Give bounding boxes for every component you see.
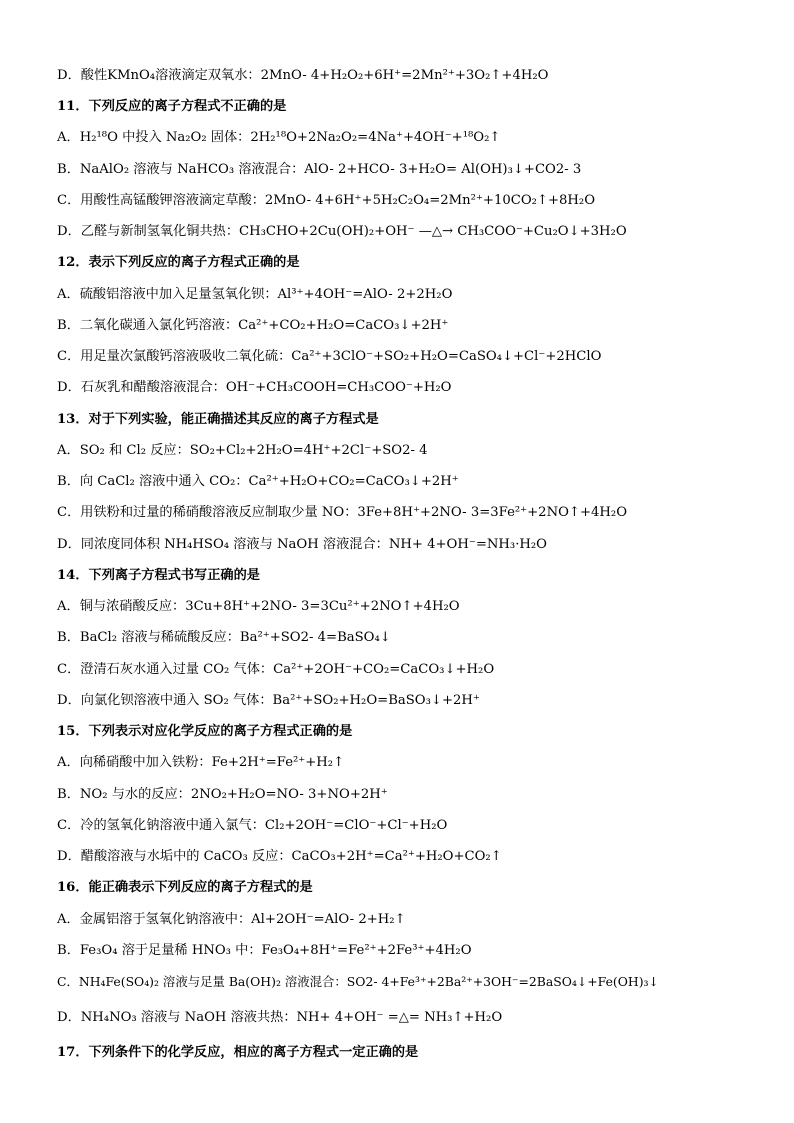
option-d-q10: D．酸性KMnO₄溶液滴定双氧水：2MnO- 4+H₂O₂+6H⁺=2Mn²⁺+3O₂↑+4H₂O [57,68,549,83]
option-c-q16: C．NH₄Fe(SO₄)₂ 溶液与足量 Ba(OH)₂ 溶液混合：SO2- 4+Fe³⁺+2Ba²⁺+3OH⁻=2BaSO₄↓+Fe(OH)₃↓ [57,974,659,989]
option-d-q16: D．NH₄NO₃ 溶液与 NaOH 溶液共热：NH+ 4+OH⁻ =△= NH₃↑+H₂O [57,1010,503,1025]
option-c-q12: C．用足量次氯酸钙溶液吸收二氧化硫：Ca²⁺+3ClO⁻+SO₂+H₂O=CaSO₄↓+Cl⁻+2HClO [57,349,602,364]
option-b-q14: B．BaCl₂ 溶液与稀硫酸反应：Ba²⁺+SO2- 4=BaSO₄↓ [57,630,391,645]
option-a-q11: A．H₂¹⁸O 中投入 Na₂O₂ 固体：2H₂¹⁸O+2Na₂O₂=4Na⁺+4OH⁻+¹⁸O₂↑ [57,130,501,145]
question-15: 15．下列表示对应化学反应的离子方程式正确的是 [57,724,353,739]
question-14: 14．下列离子方程式书写正确的是 [57,568,260,583]
option-d-q15: D．醋酸溶液与水垢中的 CaCO₃ 反应：CaCO₃+2H⁺=Ca²⁺+H₂O+CO₂↑ [57,849,502,864]
question-11: 11．下列反应的离子方程式不正确的是 [57,99,287,114]
option-d-q11: D．乙醛与新制氢氧化铜共热：CH₃CHO+2Cu(OH)₂+OH⁻ —△→ CH₃COO⁻+Cu₂O↓+3H₂O [57,224,627,239]
option-b-q11: B．NaAlO₂ 溶液与 NaHCO₃ 溶液混合：AlO- 2+HCO- 3+H₂O= Al(OH)₃↓+CO2- 3 [57,162,582,177]
question-13: 13．对于下列实验，能正确描述其反应的离子方程式是 [57,412,379,427]
option-d-q14: D．向氯化钡溶液中通入 SO₂ 气体：Ba²⁺+SO₂+H₂O=BaSO₃↓+2H⁺ [57,693,480,708]
option-a-q16: A．金属铝溶于氢氧化钠溶液中：Al+2OH⁻=AlO- 2+H₂↑ [57,912,406,927]
option-b-q16: B．Fe₃O₄ 溶于足量稀 HNO₃ 中：Fe₃O₄+8H⁺=Fe²⁺+2Fe³⁺+4H₂O [57,943,472,958]
option-a-q15: A．向稀硝酸中加入铁粉：Fe+2H⁺=Fe²⁺+H₂↑ [57,755,345,770]
option-c-q13: C．用铁粉和过量的稀硝酸溶液反应制取少量 NO：3Fe+8H⁺+2NO- 3=3Fe²⁺+2NO↑+4H₂O [57,505,628,520]
question-16: 16．能正确表示下列反应的离子方程式的是 [57,880,313,895]
option-a-q13: A．SO₂ 和 Cl₂ 反应：SO₂+Cl₂+2H₂O=4H⁺+2Cl⁻+SO2- 4 [57,443,428,458]
option-c-q14: C．澄清石灰水通入过量 CO₂ 气体：Ca²⁺+2OH⁻+CO₂=CaCO₃↓+H₂O [57,662,495,677]
option-d-q13: D．同浓度同体积 NH₄HSO₄ 溶液与 NaOH 溶液混合：NH+ 4+OH⁻=NH₃·H₂O [57,537,547,552]
option-c-q11: C．用酸性高锰酸钾溶液滴定草酸：2MnO- 4+6H⁺+5H₂C₂O₄=2Mn²⁺+10CO₂↑+8H₂O [57,193,596,208]
option-b-q13: B．向 CaCl₂ 溶液中通入 CO₂：Ca²⁺+H₂O+CO₂=CaCO₃↓+2H⁺ [57,474,459,489]
option-a-q14: A．铜与浓硝酸反应：3Cu+8H⁺+2NO- 3=3Cu²⁺+2NO↑+4H₂O [57,599,460,614]
option-d-q12: D．石灰乳和醋酸溶液混合：OH⁻+CH₃COOH=CH₃COO⁻+H₂O [57,380,452,395]
option-b-q15: B．NO₂ 与水的反应：2NO₂+H₂O=NO- 3+NO+2H⁺ [57,787,388,802]
question-12: 12．表示下列反应的离子方程式正确的是 [57,255,300,270]
option-b-q12: B．二氧化碳通入氯化钙溶液：Ca²⁺+CO₂+H₂O=CaCO₃↓+2H⁺ [57,318,449,333]
option-c-q15: C．冷的氢氧化钠溶液中通入氯气：Cl₂+2OH⁻=ClO⁻+Cl⁻+H₂O [57,818,448,833]
option-a-q12: A．硫酸铝溶液中加入足量氢氧化钡：Al³⁺+4OH⁻=AlO- 2+2H₂O [57,287,453,302]
question-17: 17．下列条件下的化学反应，相应的离子方程式一定正确的是 [57,1045,419,1060]
